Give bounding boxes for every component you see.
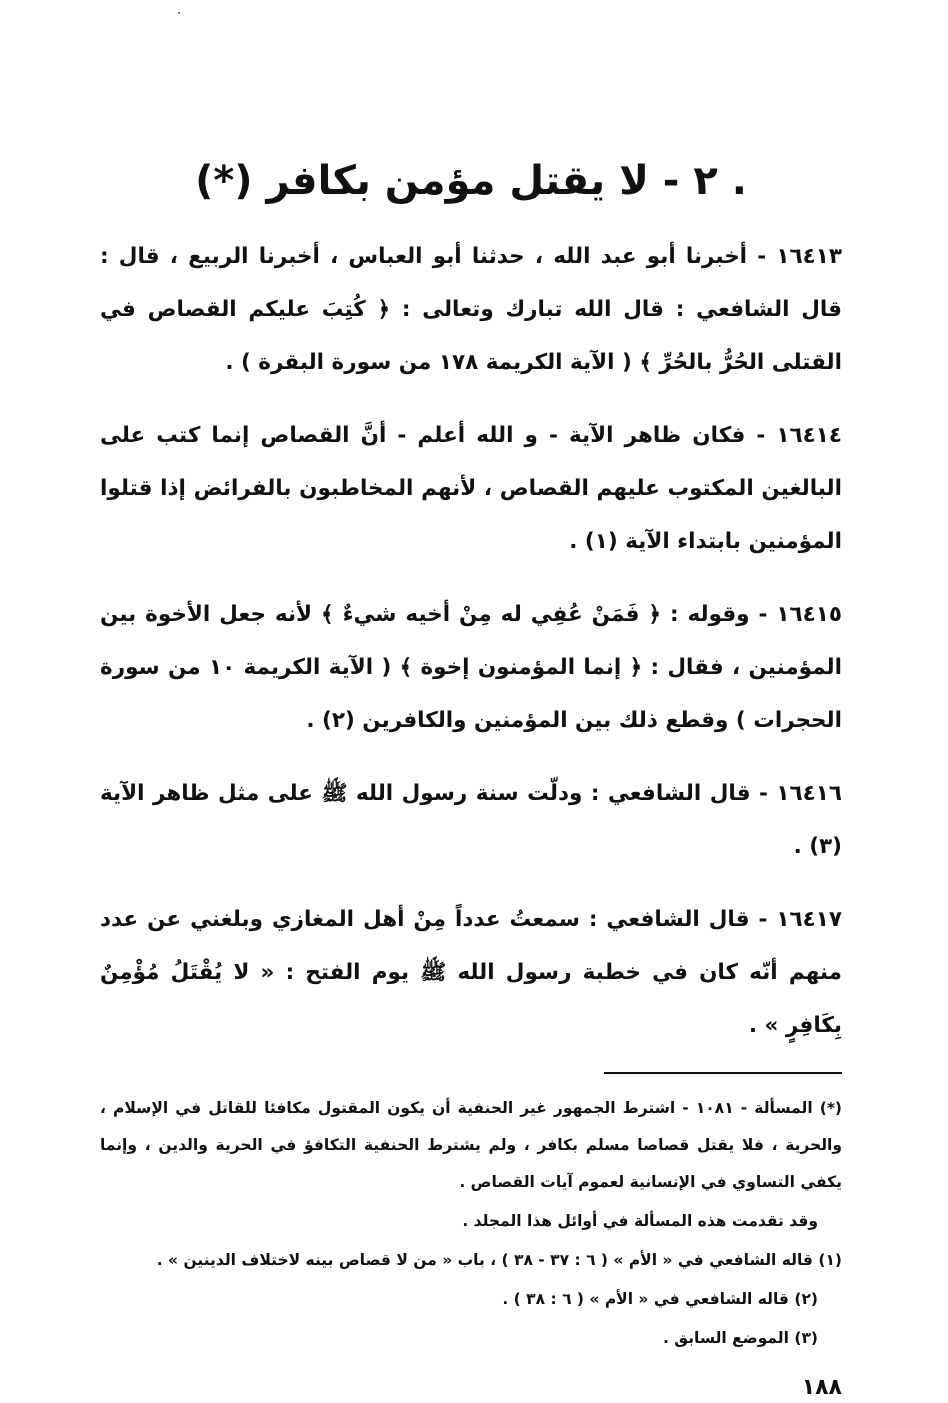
page-number: ١٨٨ bbox=[801, 1375, 842, 1400]
paragraph-16414: ١٦٤١٤ - فكان ظاهر الآية - و الله أعلم - أنَّ القصاص إنما كتب على البالغين المكتوب عليهم القصاص ، لأنهم المخاطبون بالفرائض إذا قتلوا المؤمنين بابتداء الآية (١) . bbox=[100, 423, 842, 554]
paragraph-16417: ١٦٤١٧ - قال الشافعي : سمعتُ عدداً مِنْ أهل المغازي وبلغني عن عدد منهم أنّه كان في خطبة رسول الله ﷺ يوم الفتح : « لا يُقْتَلُ مُؤْمِنٌ بِكَافِرٍ » . bbox=[100, 907, 842, 1038]
paragraph-16413: ١٦٤١٣ - أخبرنا أبو عبد الله ، حدثنا أبو العباس ، أخبرنا الربيع ، قال : قال الشافعي : قال الله تبارك وتعالى : ﴿ كُتِبَ عليكم القصاص في القتلى الحُرُّ بالحُرِّ ﴾ ( الآية الكريمة ١٧٨ من سورة البقرة ) . bbox=[100, 244, 842, 375]
book-page bbox=[100, 150, 842, 1403]
footnote-separator bbox=[604, 1072, 842, 1074]
paragraph-16415: ١٦٤١٥ - وقوله : ﴿ فَمَنْ عُفِي له مِنْ أخيه شيءٌ ﴾ لأنه جعل الأخوة بين المؤمنين ، فقال : ﴿ إنما المؤمنون إخوة ﴾ ( الآية الكريمة ١٠ من سورة الحجرات ) وقطع ذلك بين المؤمنين والكافرين (٢) . bbox=[100, 602, 843, 733]
paragraph-16416: ١٦٤١٦ - قال الشافعي : ودلّت سنة رسول الله ﷺ على مثل ظاهر الآية (٣) . bbox=[100, 781, 842, 859]
footnote-3: (٣) الموضع السابق . bbox=[662, 1329, 818, 1347]
footnote-star: (*) المسألة - ١٠٨١ - اشترط الجمهور غير الحنفية أن يكون المقتول مكافئا للقاتل في الإسلام ، والحرية ، فلا يقتل قصاصا مسلم بكافر ، ولم يشترط الحنفية التكافؤ في الحرية والدين ، وإنما يكفي التساوي في الإنسانية لعموم آيات القصاص . bbox=[100, 1099, 843, 1191]
chapter-title: . ٢ - لا يقتل مؤمن بكافر (*) bbox=[195, 158, 747, 204]
footnote-2: (٢) قاله الشافعي في « الأم » ( ٦ : ٣٨ ) . bbox=[502, 1290, 818, 1308]
footnote-1: (١) قاله الشافعي في « الأم » ( ٦ : ٣٧ - ٣٨ ) ، باب « من لا قصاص بينه لاختلاف الدينين » . bbox=[156, 1251, 842, 1269]
footnote-star-continued: وقد تقدمت هذه المسألة في أوائل هذا المجلد . bbox=[462, 1212, 818, 1230]
scan-speck bbox=[178, 12, 180, 14]
